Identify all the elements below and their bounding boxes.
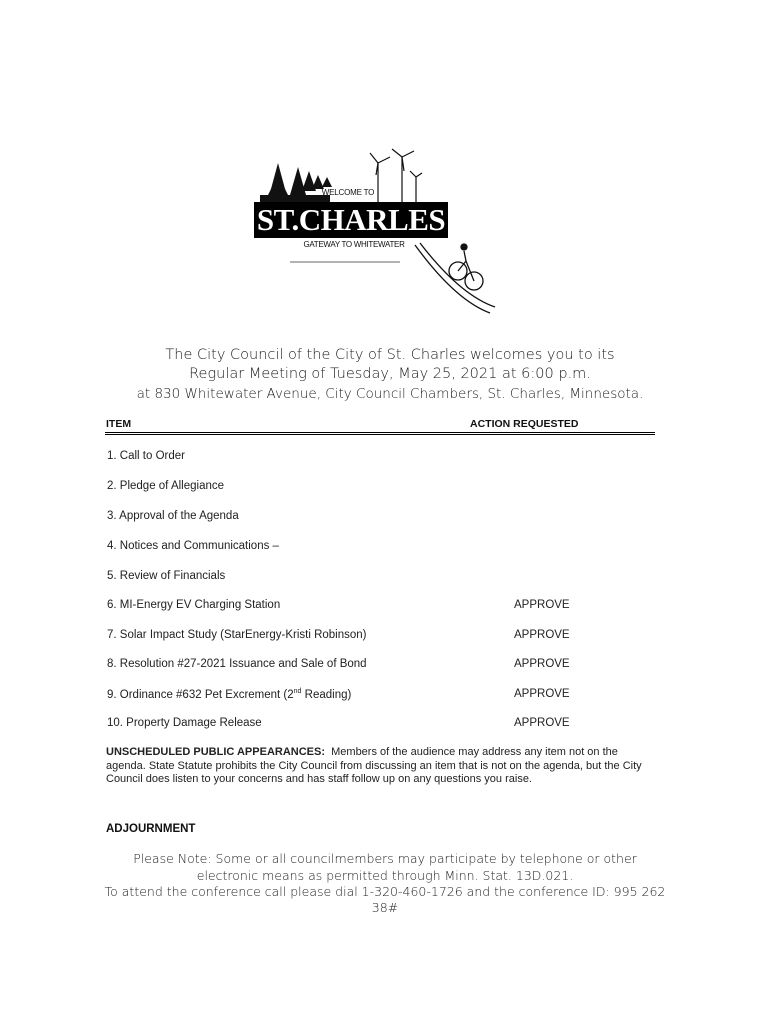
agenda-item: 4. Notices and Communications –	[107, 540, 279, 552]
logo-welcome-text: WELCOME TO	[321, 188, 375, 197]
intro-line-1: The City Council of the City of St. Charles welcomes you to its	[165, 347, 615, 363]
agenda-item-text: 9. Ordinance #632 Pet Excrement (2	[107, 688, 294, 701]
agenda-action: APPROVE	[514, 688, 570, 700]
unscheduled-heading: UNSCHEDULED PUBLIC APPEARANCES:	[106, 746, 325, 758]
column-header-action: ACTION REQUESTED	[470, 418, 579, 430]
note-line-3: To attend the conference call please dial 1-320-460-1726 and the conference ID: 995 262	[104, 884, 666, 899]
agenda-action: APPROVE	[514, 658, 570, 670]
agenda-item: 6. MI-Energy EV Charging Station	[107, 599, 281, 611]
note-line-4: 38#	[371, 900, 399, 915]
agenda-item: 3. Approval of the Agenda	[107, 510, 239, 522]
intro-line-2: Regular Meeting of Tuesday, May 25, 2021 at 6:00 p.m.	[189, 366, 591, 382]
agenda-action: APPROVE	[514, 629, 570, 641]
ordinal-suffix: nd	[293, 688, 302, 695]
logo-tagline: GATEWAY TO WHITEWATER	[303, 240, 405, 249]
agenda-item: 10. Property Damage Release	[107, 717, 262, 729]
agenda-action: APPROVE	[514, 717, 570, 729]
adjournment-heading: ADJOURNMENT	[106, 823, 196, 835]
note-line-1: Please Note: Some or all councilmembers may participate by telephone or other	[133, 851, 637, 866]
agenda-item: 8. Resolution #27-2021 Issuance and Sale of Bond	[107, 658, 367, 670]
unscheduled-body: Members of the audience may address any item not on the agenda. State Statute prohibits the City Council from discussing an item that is not on the agenda, but the City Council does listen to your concerns and has staff follow up on any questions you raise.	[106, 746, 642, 785]
unscheduled-appearances-paragraph	[106, 746, 652, 787]
column-header-item: ITEM	[106, 418, 132, 430]
logo-city-name: ST.CHARLES	[254, 202, 448, 238]
agenda-item: 5. Review of Financials	[107, 570, 226, 582]
agenda-item-text-end: Reading)	[301, 688, 352, 701]
agenda-action: APPROVE	[514, 599, 570, 611]
agenda-item: 2. Pledge of Allegiance	[107, 480, 225, 492]
agenda-item	[107, 688, 351, 701]
st-charles-logo	[250, 145, 500, 325]
note-line-2: electronic means as permitted through Minn. Stat. 13D.021.	[196, 868, 574, 883]
intro-line-3: at 830 Whitewater Avenue, City Council Chambers, St. Charles, Minnesota.	[136, 386, 644, 402]
header-rule-double	[105, 434, 655, 435]
header-rule	[105, 432, 655, 433]
agenda-item: 1. Call to Order	[107, 450, 185, 462]
agenda-item: 7. Solar Impact Study (StarEnergy-Kristi Robinson)	[107, 629, 367, 641]
